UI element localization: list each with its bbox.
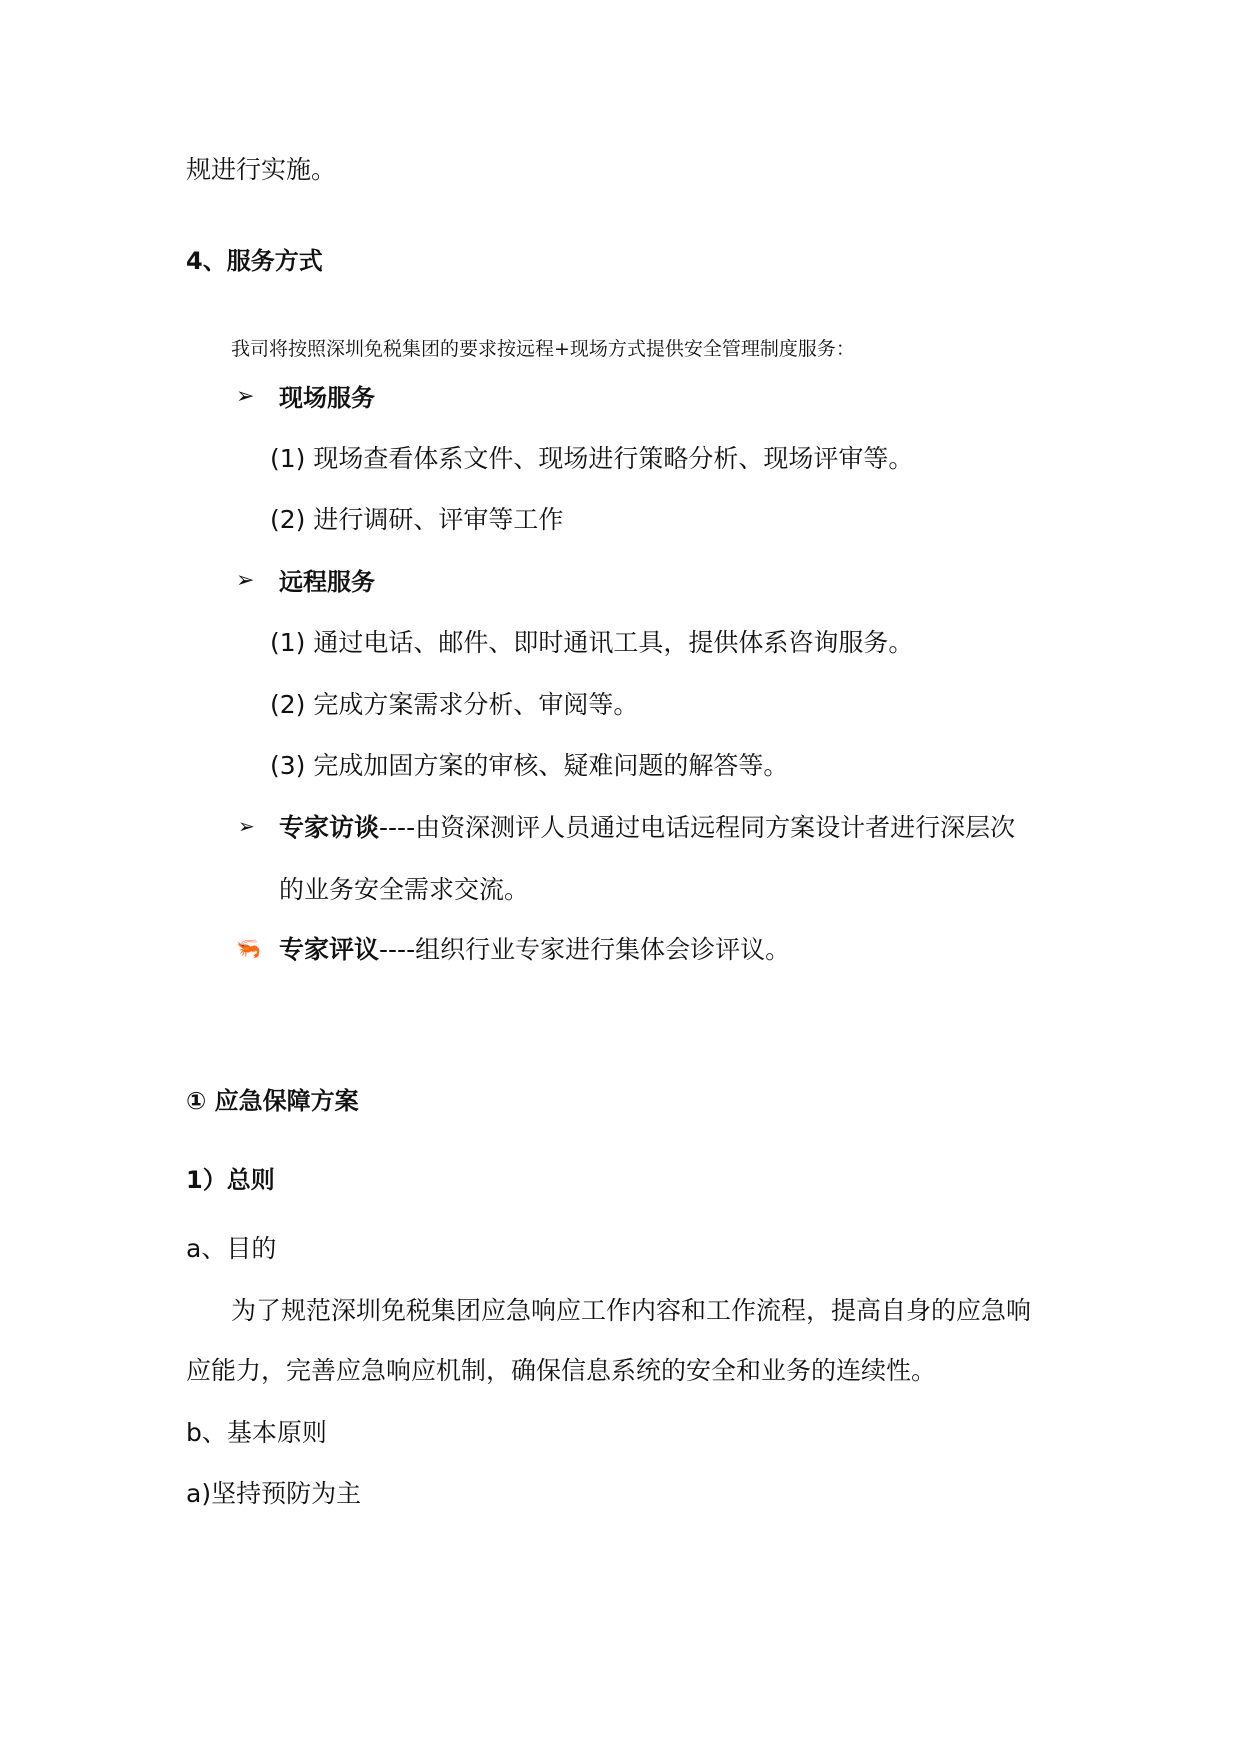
general-heading: 1）总则 bbox=[186, 1166, 275, 1194]
purpose-text-line1: 为了规范深圳免税集团应急响应工作内容和工作流程，提高自身的应急响 bbox=[231, 1296, 1032, 1325]
expert-review-line bbox=[279, 937, 790, 962]
expert-interview-title: 专家访谈 bbox=[279, 813, 380, 842]
section4-intro-text: 我司将按照深圳免税集团的要求按远程+现场方式提供安全管理制度服务： bbox=[231, 338, 855, 360]
principle-a-text: a)坚持预防为主 bbox=[186, 1479, 362, 1508]
remote-service-heading: 远程服务 bbox=[279, 568, 375, 596]
expert-review-text: ----组织行业专家进行集体会诊评议。 bbox=[379, 935, 791, 964]
remote-item-1: (1) 通过电话、邮件、即时通讯工具，提供体系咨询服务。 bbox=[270, 628, 914, 657]
section4-heading: 4、服务方式 bbox=[186, 247, 323, 275]
onsite-item-2: (2) 进行调研、评审等工作 bbox=[270, 505, 564, 534]
intro-tail-text: 规进行实施。 bbox=[186, 155, 337, 184]
principles-label: b、基本原则 bbox=[186, 1418, 327, 1447]
expert-interview-line1 bbox=[279, 815, 1015, 840]
arrow-bullet-icon: ➢ bbox=[236, 384, 255, 409]
remote-item-2: (2) 完成方案需求分析、审阅等。 bbox=[270, 690, 639, 719]
emergency-plan-heading: ① 应急保障方案 bbox=[186, 1087, 359, 1115]
arrow-bullet-icon: ➢ bbox=[238, 814, 255, 838]
onsite-item-1: (1) 现场查看体系文件、现场进行策略分析、现场评审等。 bbox=[270, 444, 914, 473]
remote-item-3: (3) 完成加固方案的审核、疑难问题的解答等。 bbox=[270, 751, 789, 780]
expert-interview-text: ----由资深测评人员通过电话远程同方案设计者进行深层次 bbox=[379, 813, 1016, 842]
onsite-service-heading: 现场服务 bbox=[279, 384, 375, 412]
shrimp-bullet-icon: 🦐 bbox=[236, 936, 261, 960]
expert-review-title: 专家评议 bbox=[279, 935, 380, 964]
purpose-text-line2: 应能力，完善应急响应机制，确保信息系统的安全和业务的连续性。 bbox=[186, 1356, 937, 1385]
purpose-label: a、目的 bbox=[186, 1234, 277, 1263]
expert-interview-line2: 的业务安全需求交流。 bbox=[279, 875, 530, 904]
arrow-bullet-icon: ➢ bbox=[236, 568, 255, 593]
